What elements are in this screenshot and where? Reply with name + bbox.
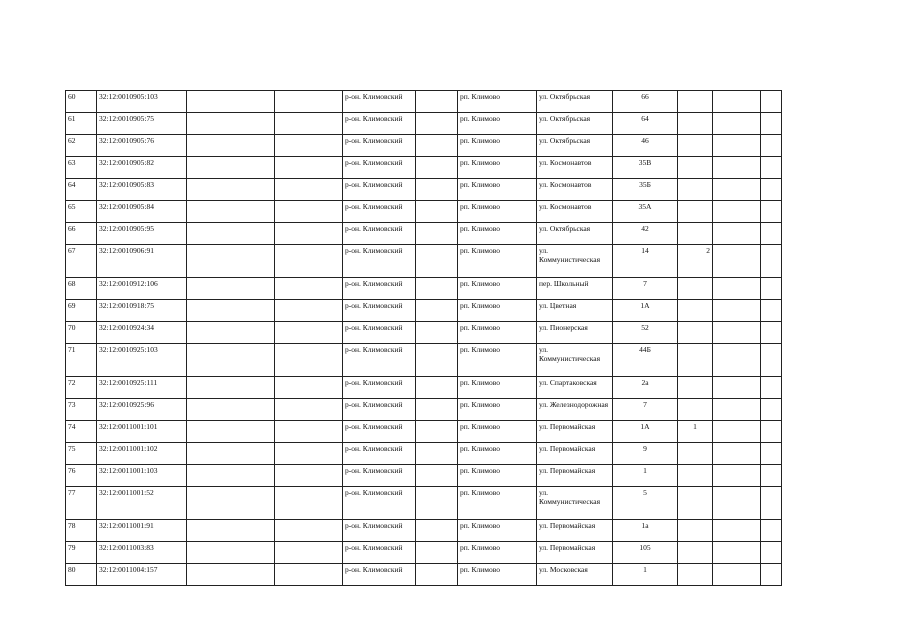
empty-cell [416,201,458,223]
cadastral-number-cell: 32:12:0010905:95 [97,223,187,245]
empty-cell [416,377,458,399]
empty-cell [713,322,761,344]
extra-number-cell [678,135,713,157]
settlement-cell: рп. Климово [458,157,537,179]
empty-cell [713,421,761,443]
table-row [66,322,782,344]
street-cell: ул. Космонавтов [537,201,613,223]
empty-cell [761,399,782,421]
registry-table-body [66,91,782,586]
empty-cell [187,91,275,113]
street-cell: ул. Коммунистическая [537,245,613,278]
empty-cell [416,91,458,113]
district-cell: р-он. Климовский [343,278,416,300]
row-number-cell: 77 [66,487,97,520]
settlement-cell: рп. Климово [458,377,537,399]
house-number-cell: 1 [613,564,678,586]
settlement-cell: рп. Климово [458,300,537,322]
cadastral-number-cell: 32:12:0011001:91 [97,520,187,542]
settlement-cell: рп. Климово [458,399,537,421]
settlement-cell: рп. Климово [458,179,537,201]
empty-cell [275,465,343,487]
cadastral-number-cell: 32:12:0010905:83 [97,179,187,201]
empty-cell [416,399,458,421]
house-number-cell: 105 [613,542,678,564]
street-cell: ул. Октябрьская [537,113,613,135]
empty-cell [713,542,761,564]
row-number-cell: 76 [66,465,97,487]
empty-cell [187,377,275,399]
table-row [66,135,782,157]
street-cell: ул. Пионерская [537,322,613,344]
extra-number-cell [678,157,713,179]
street-cell: пер. Школьный [537,278,613,300]
extra-number-cell [678,377,713,399]
empty-cell [761,179,782,201]
house-number-cell: 5 [613,487,678,520]
row-number-cell: 60 [66,91,97,113]
district-cell: р-он. Климовский [343,179,416,201]
empty-cell [187,564,275,586]
empty-cell [761,223,782,245]
extra-number-cell [678,487,713,520]
street-cell: ул. Октябрьская [537,135,613,157]
extra-number-cell [678,179,713,201]
empty-cell [761,564,782,586]
row-number-cell: 63 [66,157,97,179]
row-number-cell: 64 [66,179,97,201]
district-cell: р-он. Климовский [343,487,416,520]
district-cell: р-он. Климовский [343,91,416,113]
empty-cell [187,487,275,520]
district-cell: р-он. Климовский [343,465,416,487]
empty-cell [416,487,458,520]
empty-cell [713,520,761,542]
settlement-cell: рп. Климово [458,344,537,377]
street-cell: ул. Московская [537,564,613,586]
street-cell: ул. Октябрьская [537,91,613,113]
house-number-cell: 7 [613,278,678,300]
empty-cell [761,421,782,443]
empty-cell [761,542,782,564]
table-row [66,399,782,421]
empty-cell [275,542,343,564]
empty-cell [416,278,458,300]
row-number-cell: 68 [66,278,97,300]
empty-cell [713,113,761,135]
extra-number-cell [678,91,713,113]
empty-cell [187,465,275,487]
street-cell: ул. Космонавтов [537,179,613,201]
district-cell: р-он. Климовский [343,564,416,586]
empty-cell [713,157,761,179]
cadastral-number-cell: 32:12:0010906:91 [97,245,187,278]
row-number-cell: 65 [66,201,97,223]
house-number-cell: 9 [613,443,678,465]
district-cell: р-он. Климовский [343,520,416,542]
table-row [66,443,782,465]
empty-cell [761,344,782,377]
table-row [66,542,782,564]
cadastral-number-cell: 32:12:0010918:75 [97,300,187,322]
street-cell: ул. Первомайская [537,520,613,542]
house-number-cell: 42 [613,223,678,245]
empty-cell [416,564,458,586]
extra-number-cell [678,223,713,245]
extra-number-cell [678,113,713,135]
empty-cell [761,443,782,465]
empty-cell [187,300,275,322]
empty-cell [275,399,343,421]
house-number-cell: 1 [613,465,678,487]
house-number-cell: 14 [613,245,678,278]
empty-cell [416,113,458,135]
empty-cell [761,245,782,278]
row-number-cell: 62 [66,135,97,157]
district-cell: р-он. Климовский [343,223,416,245]
empty-cell [187,157,275,179]
house-number-cell: 1А [613,300,678,322]
empty-cell [761,91,782,113]
table-row [66,421,782,443]
settlement-cell: рп. Климово [458,278,537,300]
house-number-cell: 35А [613,201,678,223]
empty-cell [761,322,782,344]
table-row [66,201,782,223]
cadastral-number-cell: 32:12:0010905:103 [97,91,187,113]
cadastral-number-cell: 32:12:0011001:102 [97,443,187,465]
district-cell: р-он. Климовский [343,245,416,278]
empty-cell [187,278,275,300]
cadastral-number-cell: 32:12:0010905:75 [97,113,187,135]
street-cell: ул. Первомайская [537,443,613,465]
extra-number-cell [678,465,713,487]
table-row [66,157,782,179]
extra-number-cell [678,564,713,586]
house-number-cell: 35Б [613,179,678,201]
empty-cell [275,201,343,223]
district-cell: р-он. Климовский [343,157,416,179]
street-cell: ул. Октябрьская [537,223,613,245]
settlement-cell: рп. Климово [458,113,537,135]
house-number-cell: 44Б [613,344,678,377]
empty-cell [187,322,275,344]
empty-cell [275,91,343,113]
empty-cell [713,487,761,520]
settlement-cell: рп. Климово [458,421,537,443]
street-cell: ул. Коммунистическая [537,344,613,377]
extra-number-cell [678,520,713,542]
empty-cell [275,179,343,201]
settlement-cell: рп. Климово [458,91,537,113]
empty-cell [275,377,343,399]
cadastral-number-cell: 32:12:0010925:96 [97,399,187,421]
house-number-cell: 46 [613,135,678,157]
empty-cell [275,245,343,278]
district-cell: р-он. Климовский [343,300,416,322]
cadastral-number-cell: 32:12:0010925:103 [97,344,187,377]
empty-cell [713,245,761,278]
empty-cell [713,443,761,465]
district-cell: р-он. Климовский [343,443,416,465]
empty-cell [416,245,458,278]
empty-cell [416,135,458,157]
empty-cell [275,520,343,542]
empty-cell [713,300,761,322]
street-cell: ул. Цветная [537,300,613,322]
empty-cell [713,201,761,223]
empty-cell [713,91,761,113]
empty-cell [275,322,343,344]
empty-cell [187,399,275,421]
empty-cell [187,135,275,157]
empty-cell [761,487,782,520]
table-row [66,564,782,586]
cadastral-number-cell: 32:12:0011003:83 [97,542,187,564]
table-row [66,520,782,542]
settlement-cell: рп. Климово [458,564,537,586]
district-cell: р-он. Климовский [343,377,416,399]
cadastral-number-cell: 32:12:0010905:84 [97,201,187,223]
cadastral-number-cell: 32:12:0011001:103 [97,465,187,487]
table-row [66,377,782,399]
empty-cell [187,421,275,443]
settlement-cell: рп. Климово [458,223,537,245]
empty-cell [713,377,761,399]
empty-cell [761,465,782,487]
empty-cell [713,223,761,245]
extra-number-cell [678,322,713,344]
empty-cell [416,520,458,542]
row-number-cell: 78 [66,520,97,542]
empty-cell [275,344,343,377]
empty-cell [416,300,458,322]
empty-cell [275,443,343,465]
row-number-cell: 75 [66,443,97,465]
empty-cell [416,157,458,179]
empty-cell [275,113,343,135]
empty-cell [416,421,458,443]
cadastral-number-cell: 32:12:0010925:111 [97,377,187,399]
table-row [66,223,782,245]
row-number-cell: 66 [66,223,97,245]
house-number-cell: 2а [613,377,678,399]
extra-number-cell: 2 [678,245,713,278]
empty-cell [761,113,782,135]
settlement-cell: рп. Климово [458,465,537,487]
empty-cell [275,421,343,443]
empty-cell [713,399,761,421]
cadastral-number-cell: 32:12:0011004:157 [97,564,187,586]
empty-cell [761,300,782,322]
empty-cell [275,278,343,300]
empty-cell [187,113,275,135]
empty-cell [187,520,275,542]
row-number-cell: 70 [66,322,97,344]
district-cell: р-он. Климовский [343,344,416,377]
row-number-cell: 67 [66,245,97,278]
extra-number-cell: 1 [678,421,713,443]
empty-cell [761,520,782,542]
empty-cell [416,179,458,201]
house-number-cell: 35В [613,157,678,179]
empty-cell [187,223,275,245]
district-cell: р-он. Климовский [343,113,416,135]
empty-cell [761,135,782,157]
table-row [66,245,782,278]
house-number-cell: 1А [613,421,678,443]
empty-cell [275,223,343,245]
street-cell: ул. Космонавтов [537,157,613,179]
empty-cell [275,300,343,322]
extra-number-cell [678,443,713,465]
empty-cell [761,377,782,399]
extra-number-cell [678,300,713,322]
empty-cell [761,278,782,300]
settlement-cell: рп. Климово [458,542,537,564]
empty-cell [416,542,458,564]
empty-cell [713,179,761,201]
house-number-cell: 1а [613,520,678,542]
empty-cell [187,542,275,564]
table-row [66,278,782,300]
empty-cell [187,443,275,465]
cadastral-number-cell: 32:12:0010924:34 [97,322,187,344]
settlement-cell: рп. Климово [458,322,537,344]
empty-cell [713,564,761,586]
empty-cell [275,157,343,179]
row-number-cell: 73 [66,399,97,421]
table-row [66,179,782,201]
empty-cell [187,344,275,377]
empty-cell [713,344,761,377]
extra-number-cell [678,278,713,300]
empty-cell [187,179,275,201]
house-number-cell: 64 [613,113,678,135]
table-row [66,91,782,113]
house-number-cell: 7 [613,399,678,421]
district-cell: р-он. Климовский [343,399,416,421]
registry-table [65,90,782,586]
street-cell: ул. Коммунистическая [537,487,613,520]
district-cell: р-он. Климовский [343,322,416,344]
district-cell: р-он. Климовский [343,421,416,443]
empty-cell [761,201,782,223]
extra-number-cell [678,344,713,377]
district-cell: р-он. Климовский [343,201,416,223]
cadastral-number-cell: 32:12:0010912:106 [97,278,187,300]
empty-cell [275,564,343,586]
empty-cell [187,201,275,223]
row-number-cell: 61 [66,113,97,135]
cadastral-number-cell: 32:12:0011001:52 [97,487,187,520]
row-number-cell: 71 [66,344,97,377]
empty-cell [416,443,458,465]
empty-cell [713,278,761,300]
settlement-cell: рп. Климово [458,135,537,157]
table-row [66,487,782,520]
settlement-cell: рп. Климово [458,201,537,223]
settlement-cell: рп. Климово [458,245,537,278]
district-cell: р-он. Климовский [343,542,416,564]
row-number-cell: 69 [66,300,97,322]
empty-cell [416,322,458,344]
cadastral-number-cell: 32:12:0011001:101 [97,421,187,443]
table-row [66,300,782,322]
empty-cell [713,465,761,487]
empty-cell [275,135,343,157]
empty-cell [187,245,275,278]
street-cell: ул. Первомайская [537,542,613,564]
empty-cell [275,487,343,520]
table-row [66,344,782,377]
empty-cell [416,465,458,487]
street-cell: ул. Спартаковская [537,377,613,399]
street-cell: ул. Первомайская [537,421,613,443]
extra-number-cell [678,201,713,223]
street-cell: ул. Железнодорожная [537,399,613,421]
house-number-cell: 66 [613,91,678,113]
table-row [66,113,782,135]
row-number-cell: 80 [66,564,97,586]
extra-number-cell [678,399,713,421]
house-number-cell: 52 [613,322,678,344]
settlement-cell: рп. Климово [458,487,537,520]
cadastral-number-cell: 32:12:0010905:76 [97,135,187,157]
row-number-cell: 79 [66,542,97,564]
extra-number-cell [678,542,713,564]
cadastral-number-cell: 32:12:0010905:82 [97,157,187,179]
row-number-cell: 72 [66,377,97,399]
empty-cell [761,157,782,179]
empty-cell [416,344,458,377]
table-row [66,465,782,487]
settlement-cell: рп. Климово [458,443,537,465]
district-cell: р-он. Климовский [343,135,416,157]
empty-cell [713,135,761,157]
street-cell: ул. Первомайская [537,465,613,487]
row-number-cell: 74 [66,421,97,443]
settlement-cell: рп. Климово [458,520,537,542]
empty-cell [416,223,458,245]
